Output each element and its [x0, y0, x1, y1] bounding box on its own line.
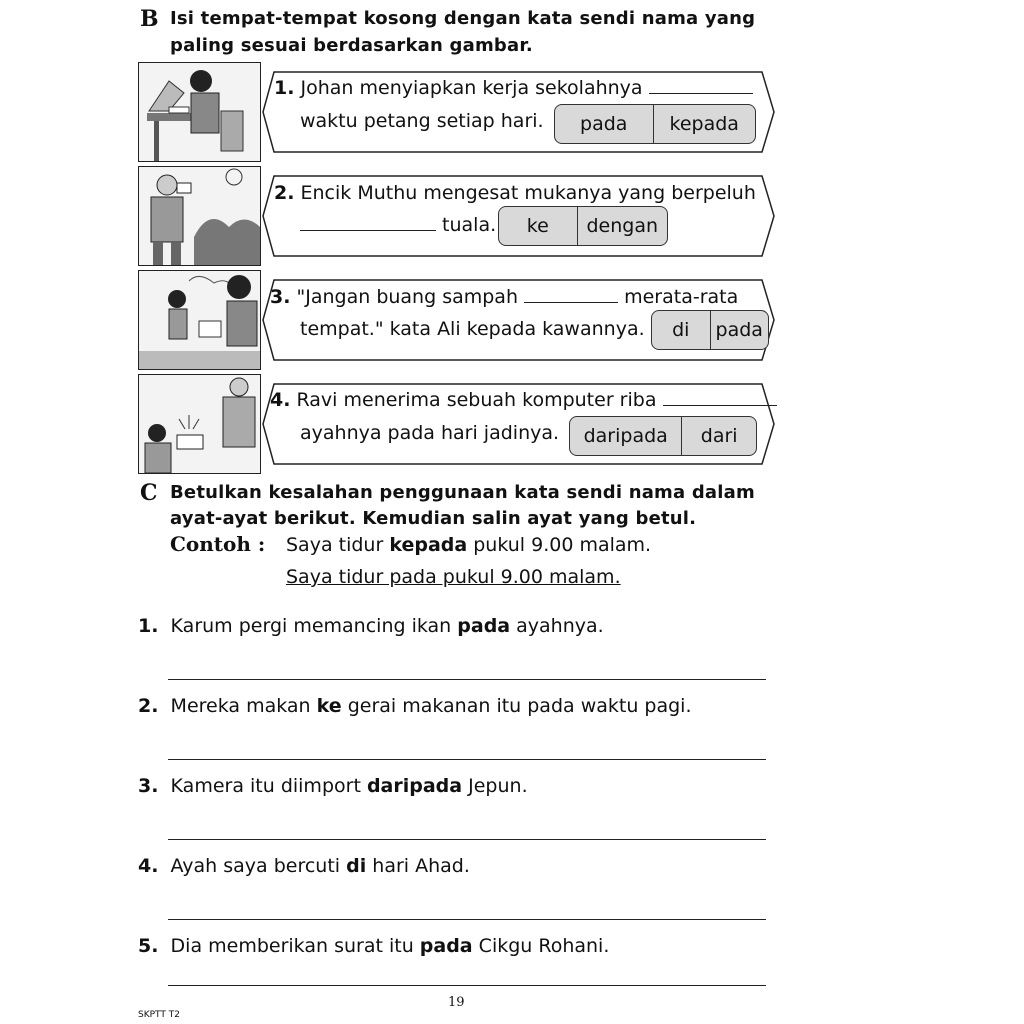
picture-man-wiping-face	[138, 166, 261, 266]
item-2-bold-word: ke	[316, 695, 342, 717]
question-4-line1	[270, 385, 777, 415]
item-4-number: 4.	[138, 855, 159, 877]
option-dengan[interactable]: dengan	[577, 207, 667, 245]
question-3-text-a: "Jangan buang sampah	[296, 286, 518, 308]
item-5-before: Dia memberikan surat itu	[170, 935, 414, 957]
question-1-options	[554, 104, 756, 144]
answer-line-3[interactable]	[168, 839, 766, 840]
question-4-number: 4.	[270, 389, 291, 411]
item-4-bold-word: di	[346, 855, 367, 877]
answer-line-4[interactable]	[168, 919, 766, 920]
question-1-text-a: Johan menyiapkan kerja sekolahnya	[300, 77, 643, 99]
example-label: Contoh :	[170, 532, 266, 556]
option-pada[interactable]: pada	[580, 113, 628, 135]
item-1-number: 1.	[138, 615, 159, 637]
item-5-bold-word: pada	[419, 935, 473, 957]
question-4-blank[interactable]	[663, 387, 777, 406]
question-3-number: 3.	[270, 286, 291, 308]
item-1-before: Karum pergi memancing ikan	[170, 615, 452, 637]
section-b-instruction-line2: paling sesuai berdasarkan gambar.	[170, 35, 533, 56]
option-dari[interactable]: dari	[681, 417, 756, 455]
item-2-after: gerai makanan itu pada waktu pagi.	[347, 695, 692, 717]
question-1-number: 1.	[274, 77, 295, 99]
question-1-line2: waktu petang setiap hari.	[300, 110, 544, 132]
item-5-number: 5.	[138, 935, 159, 957]
question-2-line2	[300, 210, 496, 240]
question-2-number: 2.	[274, 182, 295, 204]
question-4-options	[569, 416, 757, 456]
option-ke[interactable]: ke	[526, 215, 549, 237]
section-c-item-5	[138, 935, 609, 957]
question-4-line2: ayahnya pada hari jadinya.	[300, 422, 560, 444]
question-2-text-b: tuala.	[442, 214, 497, 236]
section-c-item-4	[138, 855, 470, 877]
question-3-text-b: merata-rata	[624, 286, 739, 308]
item-3-after: Jepun.	[468, 775, 528, 797]
option-kepada[interactable]: kepada	[653, 105, 755, 143]
item-2-before: Mereka makan	[170, 695, 311, 717]
answer-line-1[interactable]	[168, 679, 766, 680]
item-1-after: ayahnya.	[516, 615, 604, 637]
page-number: 19	[448, 995, 465, 1010]
item-4-before: Ayah saya bercuti	[170, 855, 341, 877]
example-before: Saya tidur	[286, 534, 384, 556]
option-daripada[interactable]: daripada	[583, 425, 668, 447]
question-2-options	[498, 206, 668, 246]
picture-children-litter	[138, 270, 261, 370]
example-answer: Saya tidur pada pukul 9.00 malam.	[286, 566, 621, 588]
picture-boy-laptop-gift	[138, 374, 261, 474]
section-b-instruction-line1: Isi tempat-tempat kosong dengan kata sendi nama yang	[170, 8, 756, 29]
question-2-line1	[274, 178, 756, 208]
question-2-blank[interactable]	[300, 212, 436, 231]
footer-code: SKPTT T2	[138, 1010, 180, 1020]
item-2-number: 2.	[138, 695, 159, 717]
item-1-bold-word: pada	[457, 615, 511, 637]
question-3-line2: tempat." kata Ali kepada kawannya.	[300, 318, 645, 340]
section-c-instruction-line1: Betulkan kesalahan penggunaan kata sendi nama dalam	[170, 482, 755, 503]
section-c-item-1	[138, 615, 604, 637]
question-3-options	[651, 310, 769, 350]
question-3-line1	[270, 282, 738, 312]
item-3-bold-word: daripada	[366, 775, 463, 797]
item-5-after: Cikgu Rohani.	[478, 935, 610, 957]
question-4-text-a: Ravi menerima sebuah komputer riba	[296, 389, 657, 411]
example-sentence	[286, 534, 651, 556]
item-3-number: 3.	[138, 775, 159, 797]
section-b-letter: B	[140, 6, 159, 32]
section-c-item-2	[138, 695, 692, 717]
example-after: pukul 9.00 malam.	[473, 534, 652, 556]
question-3-blank[interactable]	[524, 284, 618, 303]
example-bold-word: kepada	[389, 534, 468, 556]
section-c-letter: C	[140, 480, 158, 506]
option-di[interactable]: di	[672, 319, 690, 341]
answer-line-2[interactable]	[168, 759, 766, 760]
item-3-before: Kamera itu diimport	[170, 775, 361, 797]
picture-boy-studying	[138, 62, 261, 162]
section-c-instruction-line2: ayat-ayat berikut. Kemudian salin ayat yang betul.	[170, 508, 697, 529]
item-4-after: hari Ahad.	[372, 855, 470, 877]
section-c-item-3	[138, 775, 528, 797]
question-2-text-a: Encik Muthu mengesat mukanya yang berpeluh	[300, 182, 756, 204]
question-1-blank[interactable]	[649, 75, 753, 94]
option-pada[interactable]: pada	[710, 311, 769, 349]
answer-line-5[interactable]	[168, 985, 766, 986]
question-1-line1	[274, 73, 753, 103]
